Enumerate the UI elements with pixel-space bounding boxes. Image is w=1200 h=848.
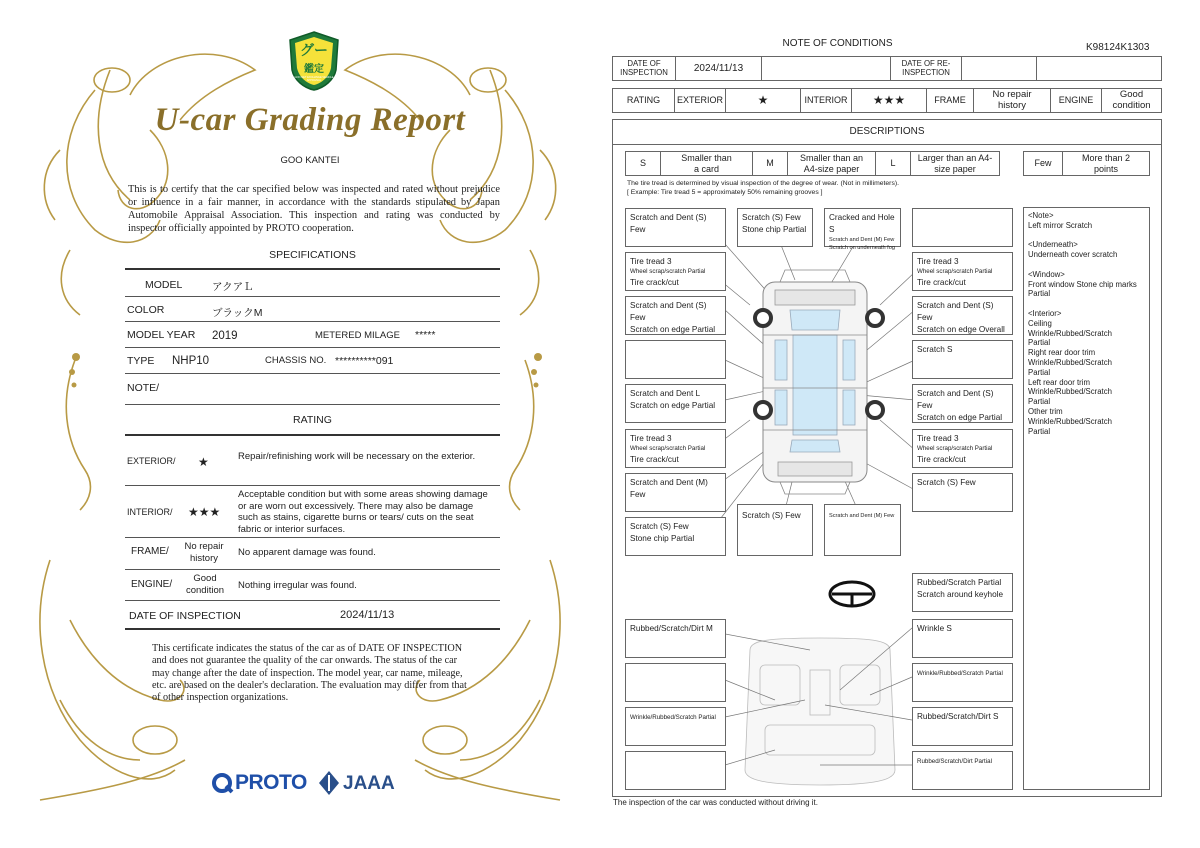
logo-tagline: GOO NET EXCHANGE VEHICLE APPRAISAL [294,76,334,82]
type-value: NHP10 [172,355,210,367]
notes-line: <Note> [1028,211,1054,220]
note-text: Scratch (S) Few [630,522,689,531]
notes-line: Right rear door trim [1028,348,1096,358]
note-text: Tire tread 3 [917,257,959,266]
exterior-stars: ★ [725,88,801,113]
specifications-heading: SPECIFICATIONS [269,249,356,261]
note-text: Scratch and Dent (S) Few [917,301,994,322]
note-box-interior-ceiling [625,619,726,658]
note-box-interior-left-front [625,663,726,702]
note-text: Wheel scrap/scratch Partial [917,444,993,452]
inspection-footer: The inspection of the car was conducted without driving it. [613,798,818,807]
note-box-left-fender [625,296,726,335]
exterior-label: EXTERIOR/ [127,456,176,466]
note-text: Scratch on edge Partial [630,324,716,334]
notes-line: Wrinkle/Rubbed/Scratch [1028,416,1112,426]
note-text: Tire crack/cut [630,454,679,464]
size-m-code: M [752,151,788,176]
note-box-interior-right-mid [912,663,1013,702]
size-few-description: More than 2 points [1062,151,1150,176]
note-text: Scratch on edge Partial [630,400,716,410]
rating-heading: RATING [293,414,332,426]
note-text: Scratch around keyhole [917,589,1004,599]
logo-top-text: グー [300,42,328,58]
notes-line: Other trim [1028,406,1063,416]
inspection-date-value: 2024/11/13 [675,56,762,81]
interior-label: INTERIOR/ [127,507,173,517]
note-of-conditions [600,0,1200,848]
note-text: Scratch and Dent (S) Few [917,389,994,410]
note-text: Stone chip Partial [630,533,695,543]
note-box-front-right-tire [912,252,1013,291]
divider [125,321,500,322]
note-text: Scratch on edge Overall [917,324,1005,334]
chassis-label: CHASSIS NO. [265,355,327,366]
note-box-interior-right-back [912,751,1013,790]
size-m-description: Smaller than an A4-size paper [787,151,876,176]
note-box-right-fender [912,296,1013,335]
notes-line [1028,231,1145,241]
note-text: Wrinkle/Rubbed/Scratch Partial [630,714,716,721]
note-box-rear-left [625,517,726,556]
engine-value: Good condition [185,573,225,596]
model-year-value: 2019 [212,330,238,342]
note-text: Tire crack/cut [630,277,679,287]
type-label: TYPE [127,355,155,367]
divider [125,296,500,297]
inspection-date-label: DATE OF INSPECTION [612,56,676,81]
notes-line: Partial [1028,397,1051,407]
note-box-left-front-door [625,340,726,379]
size-l-code: L [875,151,911,176]
divider [125,628,500,630]
model-year-label: MODEL YEAR [127,329,196,341]
note-box-rear-bumper [824,504,901,556]
divider [125,434,500,436]
frame-value: No repair history [184,541,224,564]
size-s-description: Smaller than a card [660,151,753,176]
note-box-steering [912,573,1013,612]
note-text: Tire tread 3 [630,434,672,443]
tread-example: [ Example: Tire tread 5 = approximately 50% remaining grooves ] [627,189,823,196]
note-label: NOTE/ [127,382,160,394]
notes-line: Left rear door trim [1028,377,1090,387]
note-box-interior-left-back [625,751,726,790]
frame-description: No apparent damage was found. [238,547,376,558]
color-label: COLOR [127,304,165,316]
note-text: Scratch and Dent (S) Few [630,301,707,322]
note-box-rear-center [737,504,813,556]
reinspection-label: DATE OF RE-INSPECTION [890,56,962,81]
note-text: Wrinkle S [917,624,952,633]
frame-label: FRAME/ [131,546,169,557]
notes-line: <Underneath> [1028,240,1078,250]
notes-line: Wrinkle/Rubbed/Scratch [1028,387,1112,397]
interior-description: Acceptable condition but with some areas showing damage or are worn out excessively. There may also be damage such as stains, cigarette burns or tears/ cuts on the seat fabric or interior surfaces. [238,489,488,535]
divider [125,537,500,538]
notes-line: Wrinkle/Rubbed/Scratch [1028,357,1112,367]
conditions-title: NOTE OF CONDITIONS [782,38,893,49]
certificate-footer: This certificate indicates the status of the car as of DATE OF INSPECTION and does not guarantee the quality of the car onwards. The status of the car may change after the date of inspection. The model year, car name, mileage, etc. are based on the dealer's declaration. The evaluation may differ from that of other inspection organizations. [152,643,467,704]
note-text: Scratch and Dent (M) Few [630,478,708,499]
divider [125,347,500,348]
notes-line: Partial [1028,289,1051,299]
note-box-right-rear-door [912,384,1013,423]
note-box-right-quarter [912,473,1013,512]
note-text: Tire tread 3 [630,257,672,266]
frame-label: FRAME [926,88,974,113]
report-title: U-car Grading Report [154,102,466,138]
note-text: Tire crack/cut [917,454,966,464]
chassis-value: **********091 [335,355,394,367]
note-text: Wheel scrap/scratch Partial [630,444,706,452]
note-text: Rubbed/Scratch/Dirt M [630,624,713,633]
note-text: Wheel scrap/scratch Partial [630,267,706,275]
note-box-rear-left-tire [625,429,726,468]
note-box-front-left [625,208,726,247]
notes-line: Ceiling [1028,318,1052,328]
note-text: Scratch (S) Few [917,478,976,487]
note-box-front-bumper [824,208,901,252]
mileage-value: ***** [415,329,436,341]
engine-value: Good condition [1101,88,1162,113]
notes-column [1023,207,1150,790]
note-text: Scratch on underneath fog [829,245,895,252]
tread-note: The tire tread is determined by visual inspection of the degree of wear. (Not in millimeters). [627,180,899,187]
proto-logo [212,770,312,798]
mileage-label: METERED MILAGE [315,330,400,341]
jaaa-logo-text: JAAA [343,773,395,794]
notes-line: Wrinkle/Rubbed/Scratch [1028,328,1112,338]
report-code: K98124K1303 [1086,42,1150,53]
note-text: Scratch on edge Partial [917,412,1003,422]
notes-line [1028,299,1145,309]
goo-kantei-logo [286,30,342,92]
note-box-interior-left-rear [625,707,726,746]
notes-line: Partial [1028,338,1051,348]
size-few-code: Few [1023,151,1063,176]
notes-line: <Window> [1028,269,1065,279]
divider [125,600,500,601]
color-value: ブラックM [212,307,263,319]
exterior-label: EXTERIOR [674,88,726,113]
note-box-rear-right-tire [912,429,1013,468]
logo-bottom-text: 鑑定 [304,64,324,75]
note-box-front-left-tire [625,252,726,291]
note-text: Tire crack/cut [917,277,966,287]
frame-value: No repair history [973,88,1051,113]
descriptions-heading: DESCRIPTIONS [849,126,925,137]
size-s-code: S [625,151,661,176]
size-l-description: Larger than an A4-size paper [910,151,1000,176]
jaaa-logo [318,770,398,798]
note-text: Scratch and Dent (S) Few [630,213,707,234]
divider [125,569,500,570]
note-box-interior-right-front [912,619,1013,658]
interior-stars: ★★★ [188,505,221,519]
note-box-left-rear-door [625,384,726,423]
engine-label: ENGINE [1050,88,1102,113]
interior-label: INTERIOR [800,88,852,113]
divider [125,268,500,270]
proto-logo-text: PROTO [235,771,307,794]
note-text: Scratch S [917,345,953,354]
rating-label: RATING [612,88,675,113]
notes-line: Underneath cover scratch [1028,250,1118,260]
note-text: Wheel scrap/scratch Partial [917,267,993,275]
notes-line: Left mirror Scratch [1028,220,1093,230]
certification-text: This is to certify that the car specified below was inspected and rated without prejudice or influence in a fair manner, in accordance with the standards stipulated by Japan Automobile Appraisal Association. This inspection and rating was conducted by inspector officially appointed by PROTO cooperation. [128,184,500,234]
note-text: Rubbed/Scratch Partial [917,578,1002,587]
inspection-date-value: 2024/11/13 [340,609,395,621]
note-text: Scratch and Dent (M) Few [829,236,895,243]
note-box-front-center [737,208,813,247]
divider [125,485,500,486]
notes-line [1028,260,1145,270]
note-box-front-right [912,208,1013,247]
inspection-date-label: DATE OF INSPECTION [129,610,241,622]
note-text: Cracked and Hole S [829,213,895,234]
engine-description: Nothing irregular was found. [238,580,357,591]
interior-stars: ★★★ [851,88,927,113]
model-label: MODEL [145,279,183,291]
note-box-interior-right-rear [912,707,1013,746]
note-text: Rubbed/Scratch/Dirt Partial [917,758,992,765]
exterior-stars: ★ [198,455,209,469]
divider [125,373,500,374]
notes-line: <Interior> [1028,308,1062,318]
note-text: Scratch (S) Few [742,213,801,222]
notes-line: Partial [1028,426,1051,436]
note-text: Scratch and Dent (M) Few [829,513,895,519]
note-box-right-front-door [912,340,1013,379]
engine-label: ENGINE/ [131,579,173,590]
notes-line: Front window Stone chip marks [1028,279,1137,289]
report-subtitle: GOO KANTEI [280,155,340,166]
note-text: Scratch and Dent L [630,389,701,398]
note-text: Scratch (S) Few [742,511,801,520]
note-text: Stone chip Partial [742,224,807,234]
note-text: Rubbed/Scratch/Dirt S [917,712,999,721]
exterior-description: Repair/refinishing work will be necessary on the exterior. [238,451,476,462]
note-text: Wrinkle/Rubbed/Scratch Partial [917,670,1003,677]
divider [125,404,500,405]
note-text: Tire tread 3 [917,434,959,443]
notes-line: Partial [1028,367,1051,377]
model-value: アクアＬ [212,281,254,293]
note-box-left-quarter [625,473,726,512]
